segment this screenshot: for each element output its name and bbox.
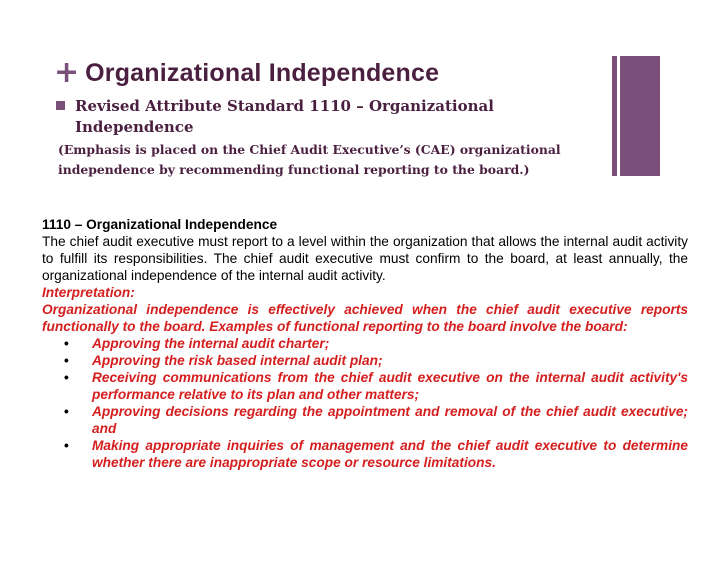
excerpt-heading: 1110 – Organizational Independence bbox=[42, 217, 278, 232]
excerpt-body: The chief audit executive must report to a level within the organization that allows the internal audit activity to fulfill its responsibilities. The chief audit executive must confirm to the board, at least annually, the organizational independence of the internal audit activity. bbox=[42, 234, 688, 283]
square-bullet-icon bbox=[56, 101, 65, 110]
interpretation-label: Interpretation: bbox=[42, 285, 135, 300]
bullet-dot-icon: • bbox=[64, 404, 69, 419]
list-item: • Making appropriate inquiries of management and the chief audit executive to determine whether there are inappropriate scope or resource limitations. bbox=[64, 438, 688, 470]
emphasis-note: (Emphasis is placed on the Chief Audit Executive’s (CAE) organizational independence by recommending functional reporting to the board.) bbox=[58, 142, 561, 177]
bullet-dot-icon: • bbox=[64, 370, 69, 385]
accent-bar-thick bbox=[620, 56, 660, 176]
title-row bbox=[54, 55, 440, 90]
list-item: • Approving the internal audit charter; bbox=[64, 336, 330, 351]
bullet-text: Revised Attribute Standard 1110 – Organizational Independence bbox=[75, 97, 494, 136]
slide-title: Organizational Independence bbox=[85, 58, 440, 87]
list-item: • Approving the risk based internal audit plan; bbox=[64, 353, 383, 368]
bullet-item bbox=[56, 96, 545, 138]
plus-icon: + bbox=[54, 55, 80, 90]
bullet-dot-icon: • bbox=[64, 336, 69, 351]
list-item: • Receiving communications from the chief audit executive on the internal audit activity's performance relative to its plan and other matters; bbox=[64, 370, 688, 402]
bullet-dot-icon: • bbox=[64, 438, 69, 453]
bullet-dot-icon: • bbox=[64, 353, 69, 368]
list-item: • Approving decisions regarding the appointment and removal of the chief audit executive; and bbox=[64, 404, 688, 436]
standard-excerpt bbox=[42, 216, 688, 471]
interpretation-text: Organizational independence is effectively achieved when the chief audit executive reports functionally to the board. Examples of functional reporting to the board involve the board: bbox=[42, 302, 688, 334]
functional-reporting-list bbox=[42, 335, 688, 471]
